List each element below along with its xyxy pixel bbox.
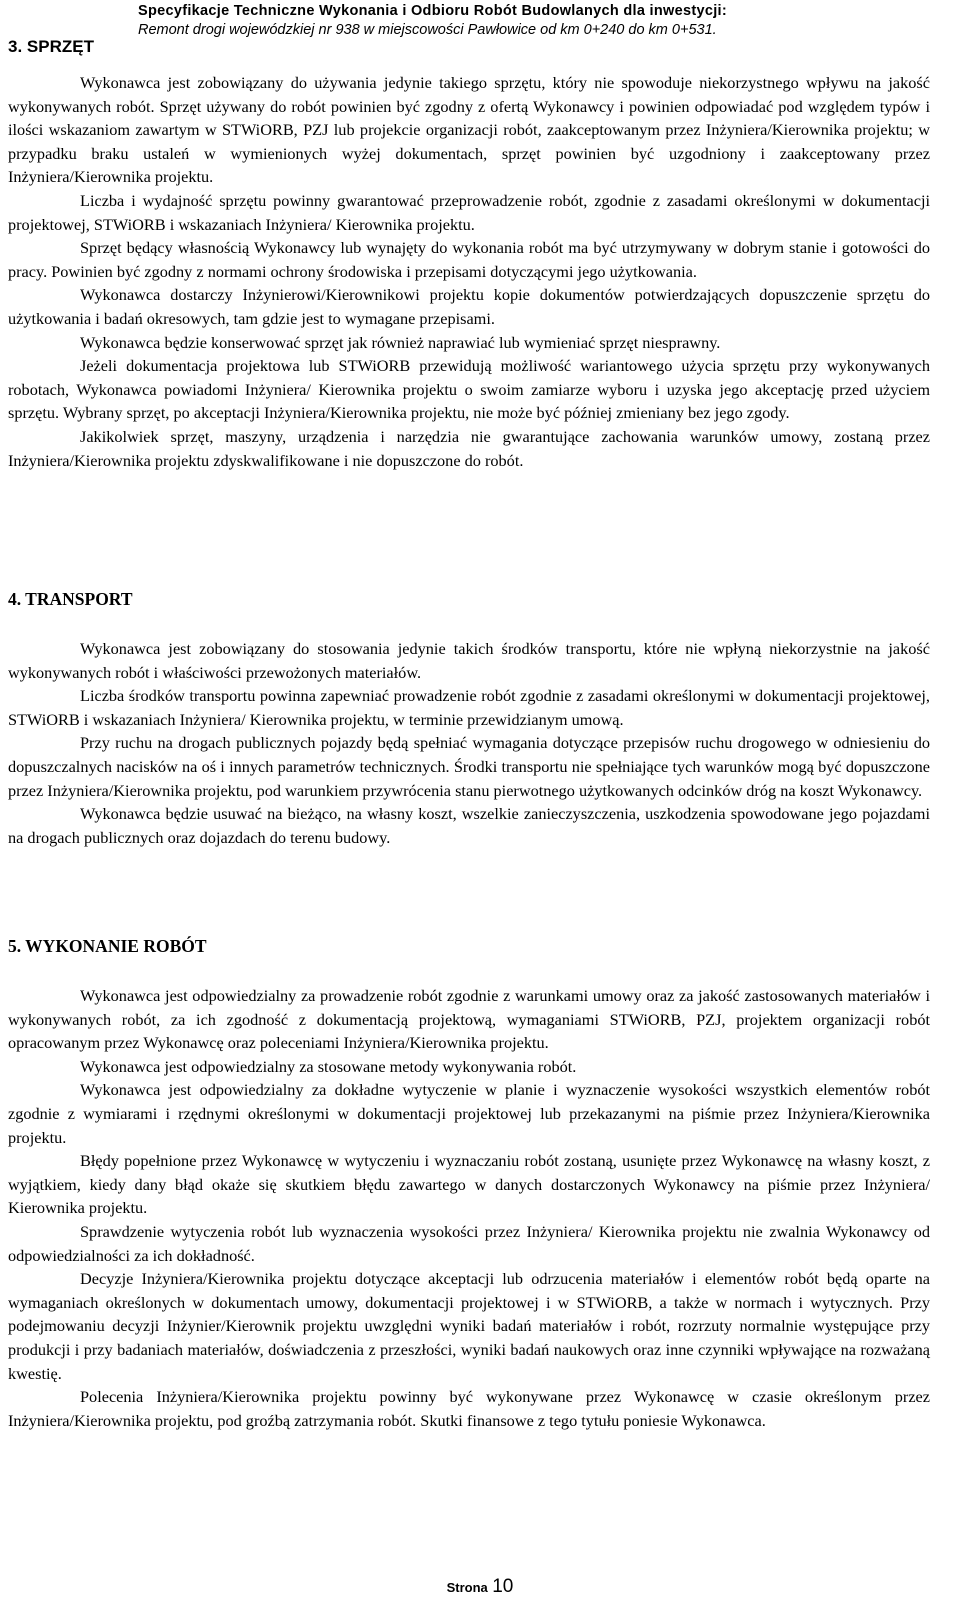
section-5-body xyxy=(8,984,930,1432)
section-3-body xyxy=(8,71,930,472)
paragraph: Decyzje Inżyniera/Kierownika projektu dotyczące akceptacji lub odrzucenia materiałów i elementów robót będą oparte na wymaganiach określonych w dokumentach umowy, dokumentacji projektowej i w STWiORB, a także w normach i wytycznych. Przy podejmowaniu decyzji Inżynier/Kierownik projektu uwzględni wyniki badań materiałów i robót, rozrzuty normalnie występujące przy produkcji i przy badaniach materiałów, doświadczenia z przeszłości, wyniki badań naukowych oraz inne czynniki wpływające na rozważaną kwestię. xyxy=(8,1269,930,1383)
paragraph: Wykonawca będzie konserwować sprzęt jak również naprawiać lub wymieniać sprzęt niesprawny. xyxy=(80,332,721,352)
paragraph: Wykonawca jest zobowiązany do używania jedynie takiego sprzętu, który nie spowoduje niekorzystnego wpływu na jakość wykonywanych robót. Sprzęt używany do robót powinien być zgodny z ofertą Wykonawcy i powinien odpowiadać pod względem typów i ilości wskazaniom zawartym w STWiORB, PZJ lub projekcie organizacji robót, zaakceptowanym przez Inżyniera/Kierownika projektu; w przypadku braku ustaleń w wymienionych wyżej dokumentach, sprzęt powinien być uzgodniony i zaakceptowany przez Inżyniera/Kierownika projektu. xyxy=(8,73,930,187)
paragraph: Przy ruchu na drogach publicznych pojazdy będą spełniać wymagania dotyczące przepisów ruchu drogowego w odniesieniu do dopuszczalnych nacisków na oś i innych parametrów technicznych. Środki transportu nie spełniające tych warunków mogą być dopuszczone przez Inżyniera/Kierownika projektu, pod warunkiem przywrócenia stanu pierwotnego użytkowanych odcinków dróg na koszt Wykonawcy. xyxy=(8,733,930,800)
paragraph: Liczba i wydajność sprzętu powinny gwarantować przeprowadzenie robót, zgodnie z zasadami określonymi w dokumentacji projektowej, STWiORB i wskazaniach Inżyniera/ Kierownika projektu. xyxy=(8,190,930,234)
paragraph: Wykonawca dostarczy Inżynierowi/Kierownikowi projektu kopie dokumentów potwierdzających dopuszczenie sprzętu do użytkowania i badań okresowych, tam gdzie jest to wymagane przepisami. xyxy=(8,285,930,328)
page-footer xyxy=(0,1576,960,1598)
page-label: Strona xyxy=(446,1580,488,1595)
paragraph: Polecenia Inżyniera/Kierownika projektu powinny być wykonywane przez Wykonawcę w czasie określonym przez Inżyniera/Kierownika projektu, pod groźbą zatrzymania robót. Skutki finansowe z tego tytułu poniesie Wykonawca. xyxy=(8,1387,930,1430)
paragraph: Sprawdzenie wytyczenia robót lub wyznaczenia wysokości przez Inżyniera/ Kierownika projektu nie zwalnia Wykonawcy od odpowiedzialności za ich dokładność. xyxy=(8,1221,930,1265)
paragraph: Jeżeli dokumentacja projektowa lub STWiORB przewidują możliwość wariantowego użycia sprzętu przy wykonywanych robotach, Wykonawca powiadomi Inżyniera/ Kierownika projektu o swoim zamiarze wyboru i uzyska jego akceptację przed użyciem sprzętu. Wybrany sprzęt, po akceptacji Inżyniera/Kierownika projektu, nie może być później zmieniany bez jego zgody. xyxy=(8,356,930,423)
page-number: 10 xyxy=(492,1576,514,1597)
paragraph: Liczba środków transportu powinna zapewniać prowadzenie robót zgodnie z zasadami określonymi w dokumentacji projektowej, STWiORB i wskazaniach Inżyniera/ Kierownika projektu, w terminie przewidzianym umową. xyxy=(8,686,930,729)
section-3-heading: 3. SPRZĘT xyxy=(8,37,94,56)
section-4-body xyxy=(8,637,930,849)
paragraph: Wykonawca jest odpowiedzialny za dokładne wytyczenie w planie i wyznaczenie wysokości wszystkich elementów robót zgodnie z wymiarami i rzędnymi określonymi w dokumentacji projektowej lub przekazanymi na piśmie przez Inżyniera/Kierownika projektu. xyxy=(8,1080,930,1147)
paragraph: Wykonawca jest odpowiedzialny za stosowane metody wykonywania robót. xyxy=(80,1056,577,1076)
paragraph: Sprzęt będący własnością Wykonawcy lub wynajęty do wykonania robót ma być utrzymywany w dobrym stanie i gotowości do pracy. Powinien być zgodny z normami ochrony środowiska i przepisami dotyczącymi jego użytkowania. xyxy=(8,238,930,281)
paragraph: Wykonawca jest zobowiązany do stosowania jedynie takich środków transportu, które nie wpłyną niekorzystnie na jakość wykonywanych robót i właściwości przewożonych materiałów. xyxy=(8,639,930,682)
paragraph: Wykonawca jest odpowiedzialny za prowadzenie robót zgodnie z warunkami umowy oraz za jakość zastosowanych materiałów i wykonywanych robót, za ich zgodność z dokumentacją projektową, wymaganiami STWiORB, PZJ, projektem organizacji robót opracowanym przez Wykonawcę oraz poleceniami Inżyniera/Kierownika projektu. xyxy=(8,986,930,1053)
section-5-heading: 5. WYKONANIE ROBÓT xyxy=(8,936,207,956)
section-4-heading: 4. TRANSPORT xyxy=(8,589,133,609)
header-title: Specyfikacje Techniczne Wykonania i Odbioru Robót Budowlanych dla inwestycji: xyxy=(138,3,727,19)
paragraph: Jakikolwiek sprzęt, maszyny, urządzenia i narzędzia nie gwarantujące zachowania warunków umowy, zostaną przez Inżyniera/Kierownika projektu zdyskwalifikowane i nie dopuszczone do robót. xyxy=(8,426,930,470)
paragraph: Błędy popełnione przez Wykonawcę w wytyczeniu i wyznaczaniu robót zostaną, usunięte przez Wykonawcę na własny koszt, z wyjątkiem, kiedy dany błąd okaże się skutkiem błędu zawartego w danych dostarczonych Wykonawcy na piśmie przez Inżyniera/ Kierownika projektu. xyxy=(8,1151,930,1218)
paragraph: Wykonawca będzie usuwać na bieżąco, na własny koszt, wszelkie zanieczyszczenia, uszkodzenia spowodowane jego pojazdami na drogach publicznych oraz dojazdach do terenu budowy. xyxy=(8,804,930,847)
header-subtitle: Remont drogi wojewódzkiej nr 938 w miejscowości Pawłowice od km 0+240 do km 0+531. xyxy=(138,22,717,38)
page-header xyxy=(138,2,953,40)
